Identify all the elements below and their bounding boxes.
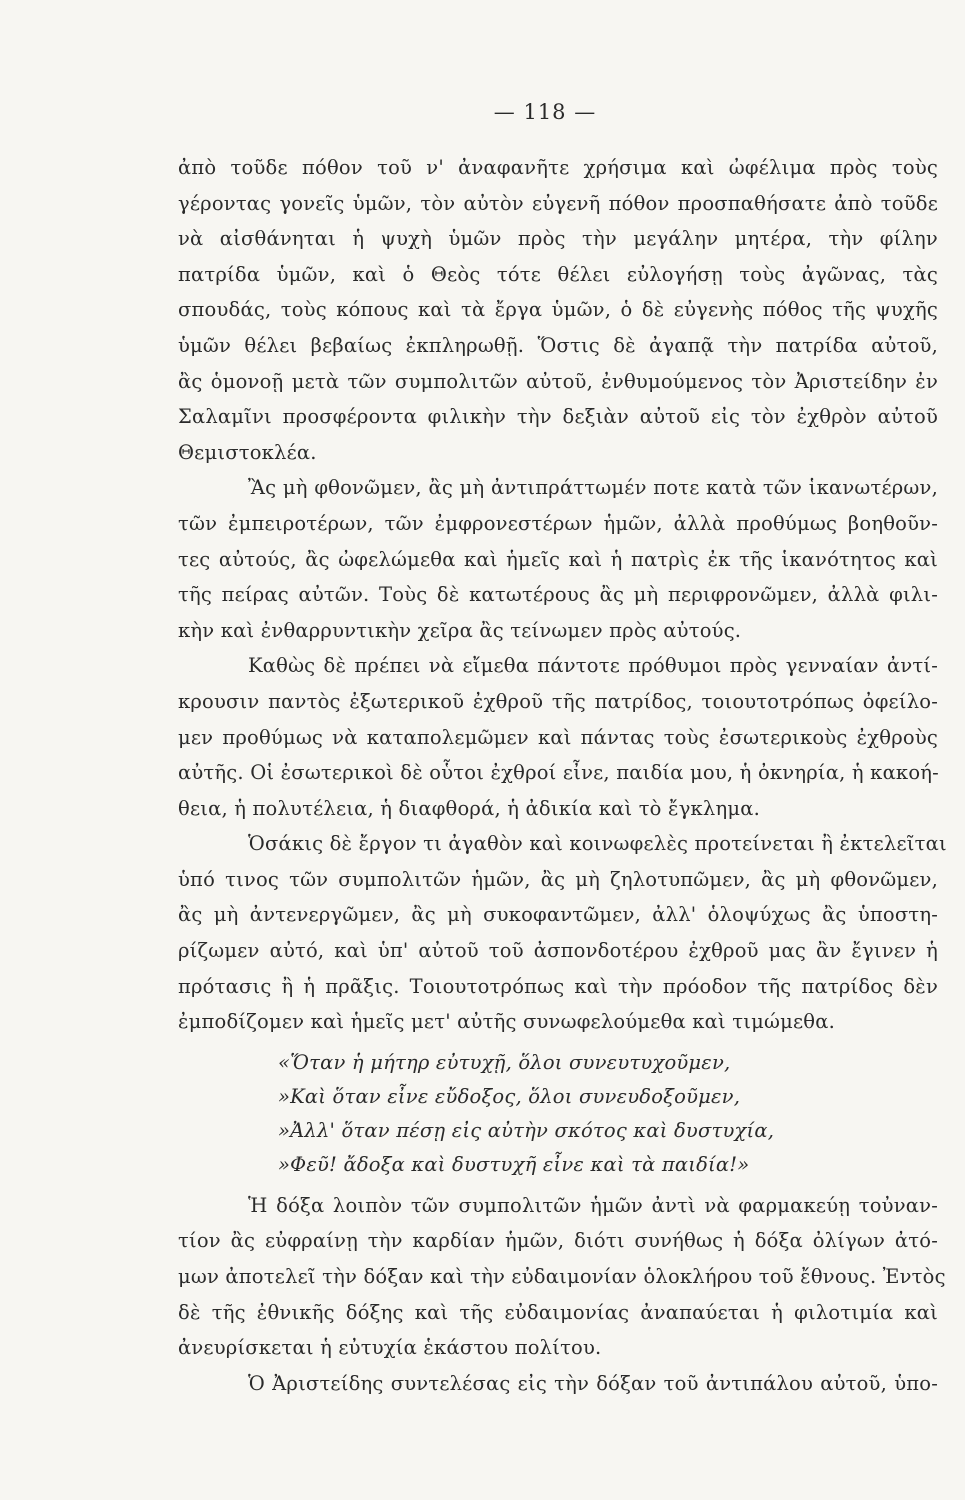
paragraph-2 [178, 470, 938, 648]
text-line: νὰ αἰσθάνηται ἡ ψυχὴ ὑμῶν πρὸς τὴν μεγάλην μητέρα, τὴν φίλην [178, 227, 938, 251]
text-line: γέροντας γονεῖς ὑμῶν, τὸν αὐτὸν εὐγενῆ πόθον προσπαθήσατε ἀπὸ τοῦδε [178, 191, 938, 215]
text-line: τες αὐτούς, ἂς ὠφελώμεθα καὶ ἡμεῖς καὶ ἡ πατρὶς ἐκ τῆς ἱκανότητος καὶ [178, 547, 938, 571]
poem-line: «Ὅταν ἡ μήτηρ εὐτυχῇ, ὅλοι συνευτυχοῦμεν, [278, 1050, 731, 1074]
text-line: ὑπό τινος τῶν συμπολιτῶν ἡμῶν, ἂς μὴ ζηλοτυπῶμεν, ἂς μὴ φθονῶμεν, [178, 867, 938, 891]
text-line: σπουδάς, τοὺς κόπους καὶ τὰ ἔργα ὑμῶν, ὁ δὲ εὐγενὴς πόθος τῆς ψυχῆς [178, 298, 938, 322]
paragraph-4 [178, 826, 947, 1040]
text-line: κὴν καὶ ἐνθαρρυντικὴν χεῖρα ἂς τείνωμεν πρὸς αὐτούς. [178, 618, 742, 642]
text-line: Ἂς μὴ φθονῶμεν, ἂς μὴ ἀντιπράττωμέν ποτε κατὰ τῶν ἱκανωτέρων, [248, 476, 938, 500]
text-line: τῆς πείρας αὐτῶν. Τοὺς δὲ κατωτέρους ἂς μὴ περιφρονῶμεν, ἀλλὰ φιλι- [178, 583, 938, 607]
paragraph-6 [178, 1366, 938, 1402]
page-number: — 118 — [493, 100, 597, 124]
text-line: Σαλαμῖνι προσφέροντα φιλικὴν τὴν δεξιὰν αὐτοῦ εἰς τὸν ἐχθρὸν αὐτοῦ [178, 405, 938, 429]
text-line: Θεμιστοκλέα. [178, 440, 317, 464]
poem-line: »Ἀλλ' ὅταν πέσῃ εἰς αὐτὴν σκότος καὶ δυστυχία, [278, 1118, 775, 1142]
text-line: Ὁ Ἀριστείδης συντελέσας εἰς τὴν δόξαν τοῦ ἀντιπάλου αὐτοῦ, ὑπο- [248, 1371, 938, 1395]
text-line: ἐμποδίζομεν καὶ ἡμεῖς μετ' αὐτῆς συνωφελούμεθα καὶ τιμώμεθα. [178, 1010, 835, 1034]
text-line: μεν προθύμως νὰ καταπολεμῶμεν καὶ πάντας τοὺς ἐσωτερικοὺς ἐχθροὺς [178, 725, 938, 749]
text-line: ἀνευρίσκεται ἡ εὐτυχία ἑκάστου πολίτου. [178, 1336, 602, 1360]
text-line: Καθὼς δὲ πρέπει νὰ εἴμεθα πάντοτε πρόθυμοι πρὸς γενναίαν ἀντί- [248, 654, 938, 678]
poem-line: »Καὶ ὅταν εἶνε εὔδοξος, ὅλοι συνευδοξοῦμεν, [278, 1084, 741, 1108]
paragraph-1 [178, 150, 938, 470]
text-line: ὑμῶν θέλει βεβαίως ἐκπληρωθῇ. Ὅστις δὲ ἀγαπᾷ τὴν πατρίδα αὐτοῦ, [178, 333, 938, 357]
text-line: δὲ τῆς ἐθνικῆς δόξης καὶ τῆς εὐδαιμονίας ἀναπαύεται ἡ φιλοτιμία καὶ [178, 1300, 938, 1324]
text-line: ἂς μὴ ἀντενεργῶμεν, ἂς μὴ συκοφαντῶμεν, ἀλλ' ὁλοψύχως ἂς ὑποστη- [178, 903, 938, 927]
paragraph-3 [178, 648, 938, 826]
text-line: Ὁσάκις δὲ ἔργον τι ἀγαθὸν καὶ κοινωφελὲς προτείνεται ἢ ἐκτελεῖται [248, 832, 947, 856]
paragraph-5 [178, 1188, 946, 1366]
poem-quote [178, 1046, 938, 1182]
text-line: ἂς ὁμονοῇ μετὰ τῶν συμπολιτῶν αὐτοῦ, ἐνθυμούμενος τὸν Ἀριστείδην ἐν [178, 369, 938, 393]
text-line: τῶν ἐμπειροτέρων, τῶν ἐμφρονεστέρων ἡμῶν, ἀλλὰ προθύμως βοηθοῦν- [178, 511, 938, 535]
text-line: κρουσιν παντὸς ἐξωτερικοῦ ἐχθροῦ τῆς πατρίδος, τοιουτοτρόπως ὀφείλο- [178, 689, 938, 713]
text-line: θεια, ἡ πολυτέλεια, ἡ διαφθορά, ἡ ἀδικία καὶ τὸ ἔγκλημα. [178, 796, 761, 820]
text-line: πατρίδα ὑμῶν, καὶ ὁ Θεὸς τότε θέλει εὐλογήσῃ τοὺς ἀγῶνας, τὰς [178, 262, 938, 286]
text-line: αὐτῆς. Οἱ ἐσωτερικοὶ δὲ οὗτοι ἐχθροί εἶνε, παιδία μου, ἡ ὀκνηρία, ἡ κακοή- [178, 761, 939, 785]
text-line: μων ἀποτελεῖ τὴν δόξαν καὶ τὴν εὐδαιμονίαν ὁλοκλήρου τοῦ ἔθνους. Ἐντὸς [178, 1265, 946, 1289]
text-line: Ἡ δόξα λοιπὸν τῶν συμπολιτῶν ἡμῶν ἀντὶ νὰ φαρμακεύῃ τοὐναν- [248, 1193, 938, 1217]
text-line: ρίζωμεν αὐτό, καὶ ὑπ' αὐτοῦ τοῦ ἀσπονδοτέρου ἐχθροῦ μας ἂν ἔγινεν ἡ [178, 939, 938, 963]
text-line: τίον ἂς εὐφραίνῃ τὴν καρδίαν ἡμῶν, διότι συνήθως ἡ δόξα ὀλίγων ἀτό- [178, 1229, 938, 1253]
poem-line: »Φεῦ! ἄδοξα καὶ δυστυχῆ εἶνε καὶ τὰ παιδία!» [278, 1152, 750, 1176]
text-line: πρότασις ἢ ἡ πρᾶξις. Τοιουτοτρόπως καὶ τὴν πρόοδον τῆς πατρίδος δὲν [178, 974, 938, 998]
body-text [178, 150, 947, 1401]
text-line: ἀπὸ τοῦδε πόθον τοῦ ν' ἀναφανῆτε χρήσιμα καὶ ὠφέλιμα πρὸς τοὺς [178, 156, 938, 179]
